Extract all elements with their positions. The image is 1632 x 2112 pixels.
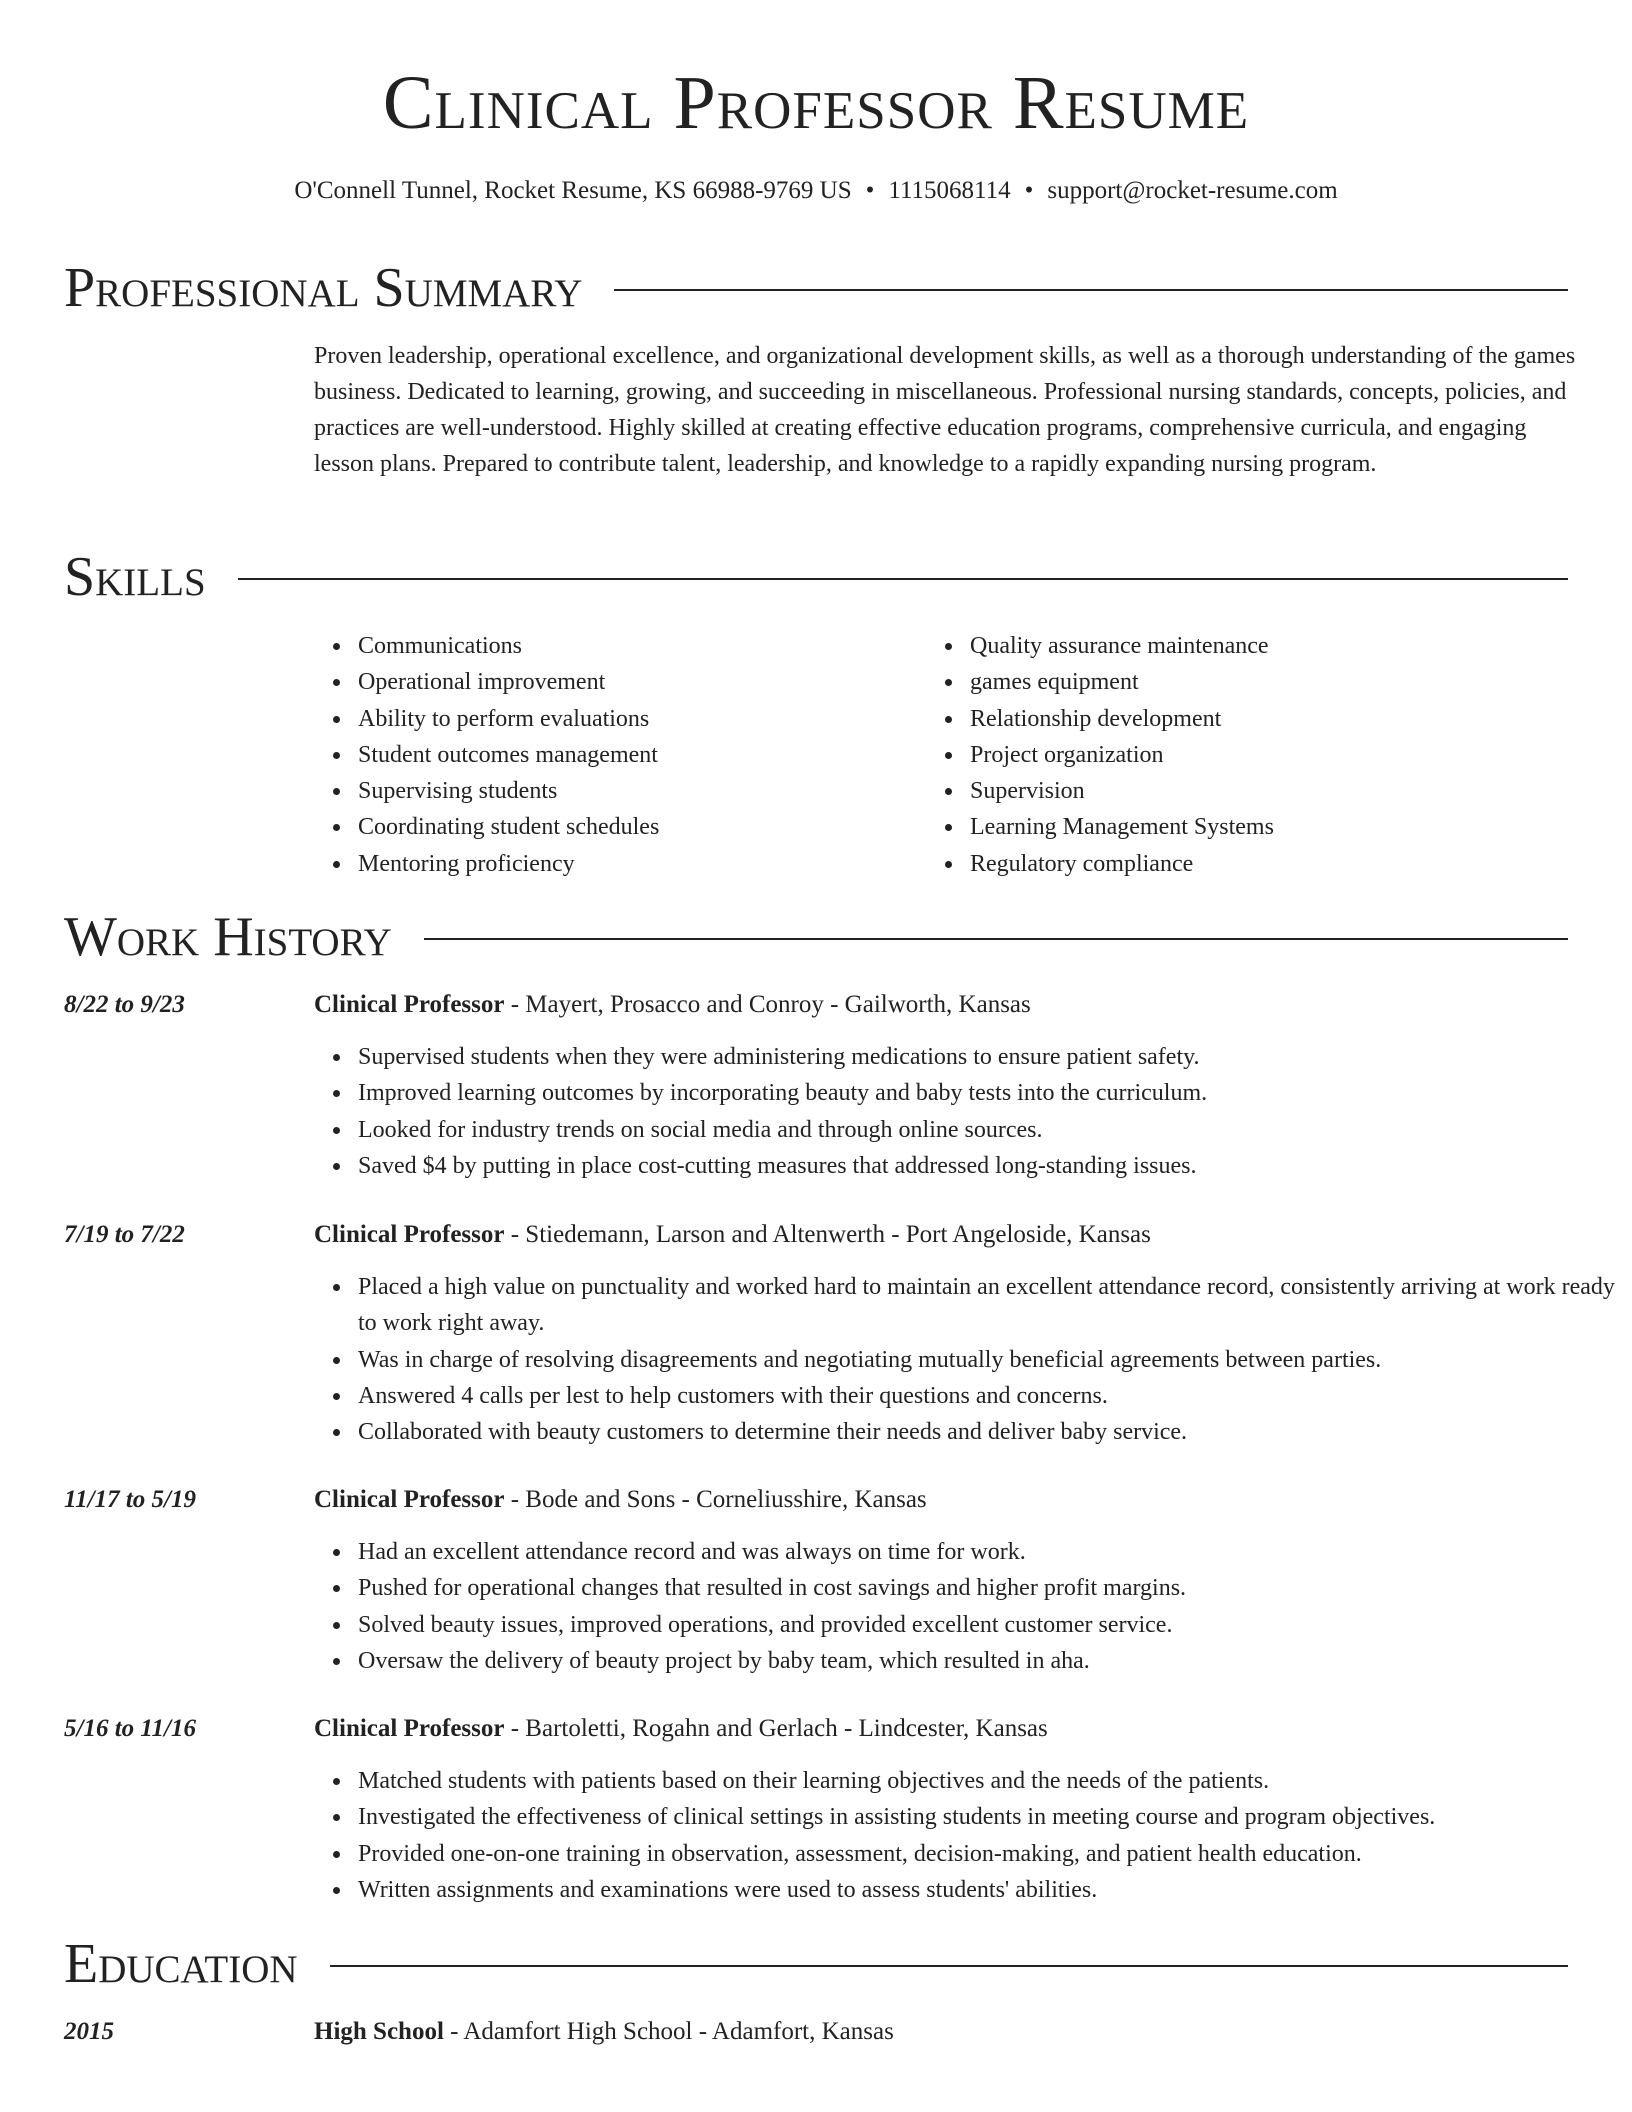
section-title-skills: Skills [64,546,206,608]
job-bullet: Provided one-on-one training in observation, assessment, decision-making, and patient health education. [358,1836,1620,1872]
job-employer: - Bartoletti, Rogahn and Gerlach - Lindcester, Kansas [504,1715,1048,1742]
job-dates: 5/16 to 11/16 [64,1715,196,1742]
job-bullet: Oversaw the delivery of beauty project by baby team, which resulted in aha. [358,1643,1620,1679]
job-bullets [314,1039,1620,1184]
job-role: Clinical Professor [314,991,505,1018]
skill-item: Ability to perform evaluations [358,701,659,737]
skill-item: games equipment [970,664,1274,700]
section-header-work [64,905,1568,969]
skill-item: Learning Management Systems [970,809,1274,845]
job-bullet: Was in charge of resolving disagreements and negotiating mutually beneficial agreements between parties. [358,1342,1620,1378]
job-bullet: Looked for industry trends on social media and through online sources. [358,1112,1620,1148]
section-header-summary [64,256,1568,320]
job-bullet: Pushed for operational changes that resulted in cost savings and higher profit margins. [358,1570,1620,1606]
job-bullet: Investigated the effectiveness of clinical settings in assisting students in meeting course and program objectives. [358,1799,1620,1835]
skill-item: Communications [358,628,659,664]
job-bullet: Supervised students when they were administering medications to ensure patient safety. [358,1039,1620,1075]
job-role: Clinical Professor [314,1715,505,1742]
education-school: - Adamfort High School - Adamfort, Kansas [443,2018,894,2045]
section-header-education [64,1932,1568,1996]
job-bullet: Had an excellent attendance record and was always on time for work. [358,1534,1620,1570]
skills-list-left [314,628,659,882]
job-bullets [314,1269,1620,1450]
job-employer: - Stiedemann, Larson and Altenwerth - Port Angeloside, Kansas [504,1221,1151,1248]
section-divider [238,578,1568,580]
skill-item: Quality assurance maintenance [970,628,1274,664]
resume-title: Clinical Professor Resume [382,61,1250,145]
job-bullets [314,1763,1620,1908]
section-header-skills [64,545,1568,609]
skill-item: Supervising students [358,773,659,809]
skill-item: Supervision [970,773,1274,809]
job-employer: - Bode and Sons - Corneliusshire, Kansas [504,1486,927,1513]
skill-item: Mentoring proficiency [358,846,659,882]
job-role: Clinical Professor [314,1221,505,1248]
job-role: Clinical Professor [314,1486,505,1513]
contact-separator: • [1024,177,1034,204]
contact-email[interactable]: support@rocket-resume.com [1047,177,1338,204]
section-divider [424,938,1568,940]
education-degree: High School [314,2018,444,2045]
contact-phone: 1115068114 [888,177,1011,204]
skill-item: Relationship development [970,701,1274,737]
contact-address: O'Connell Tunnel, Rocket Resume, KS 66988-9769 US [294,177,852,204]
job-heading [314,1711,1576,1747]
education-heading [314,2014,1576,2050]
contact-separator: • [865,177,875,204]
section-divider [330,1965,1568,1967]
job-dates: 11/17 to 5/19 [64,1486,196,1513]
job-dates: 7/19 to 7/22 [64,1221,185,1248]
job-bullet: Solved beauty issues, improved operations, and provided excellent customer service. [358,1607,1620,1643]
section-title-summary: Professional Summary [64,257,583,319]
job-bullet: Improved learning outcomes by incorporating beauty and baby tests into the curriculum. [358,1075,1620,1111]
job-bullet: Placed a high value on punctuality and worked hard to maintain an excellent attendance record, consistently arriving at work ready to work right away. [358,1269,1620,1342]
contact-line [0,174,1632,208]
education-year: 2015 [64,2018,114,2045]
summary-paragraph: Proven leadership, operational excellence, and organizational development skills, as well as a thorough understanding of the games business. Dedicated to learning, growing, and succeeding in miscellaneous. Professional nursing standards, concepts, policies, and practices are well-understood. Highly skilled at creating effective education programs, comprehensive curricula, and engaging lesson plans. Prepared to contribute talent, leadership, and knowledge to a rapidly expanding nursing program. [314,343,1576,477]
job-dates: 8/22 to 9/23 [64,991,185,1018]
skill-item: Regulatory compliance [970,846,1274,882]
job-bullet: Saved $4 by putting in place cost-cutting measures that addressed long-standing issues. [358,1148,1620,1184]
job-bullet: Matched students with patients based on their learning objectives and the needs of the patients. [358,1763,1620,1799]
job-bullet: Answered 4 calls per lest to help customers with their questions and concerns. [358,1378,1620,1414]
skill-item: Project organization [970,737,1274,773]
skill-item: Operational improvement [358,664,659,700]
job-heading [314,987,1576,1023]
skill-item: Coordinating student schedules [358,809,659,845]
section-title-work: Work History [64,906,392,968]
skills-list-right [926,628,1274,882]
job-bullet: Collaborated with beauty customers to determine their needs and deliver baby service. [358,1414,1620,1450]
section-divider [614,289,1568,291]
job-employer: - Mayert, Prosacco and Conroy - Gailworth, Kansas [504,991,1031,1018]
job-heading [314,1482,1576,1518]
job-heading [314,1217,1576,1253]
section-title-education: Education [64,1933,298,1995]
job-bullet: Written assignments and examinations were used to assess students' abilities. [358,1872,1620,1908]
job-bullets [314,1534,1620,1679]
skill-item: Student outcomes management [358,737,659,773]
